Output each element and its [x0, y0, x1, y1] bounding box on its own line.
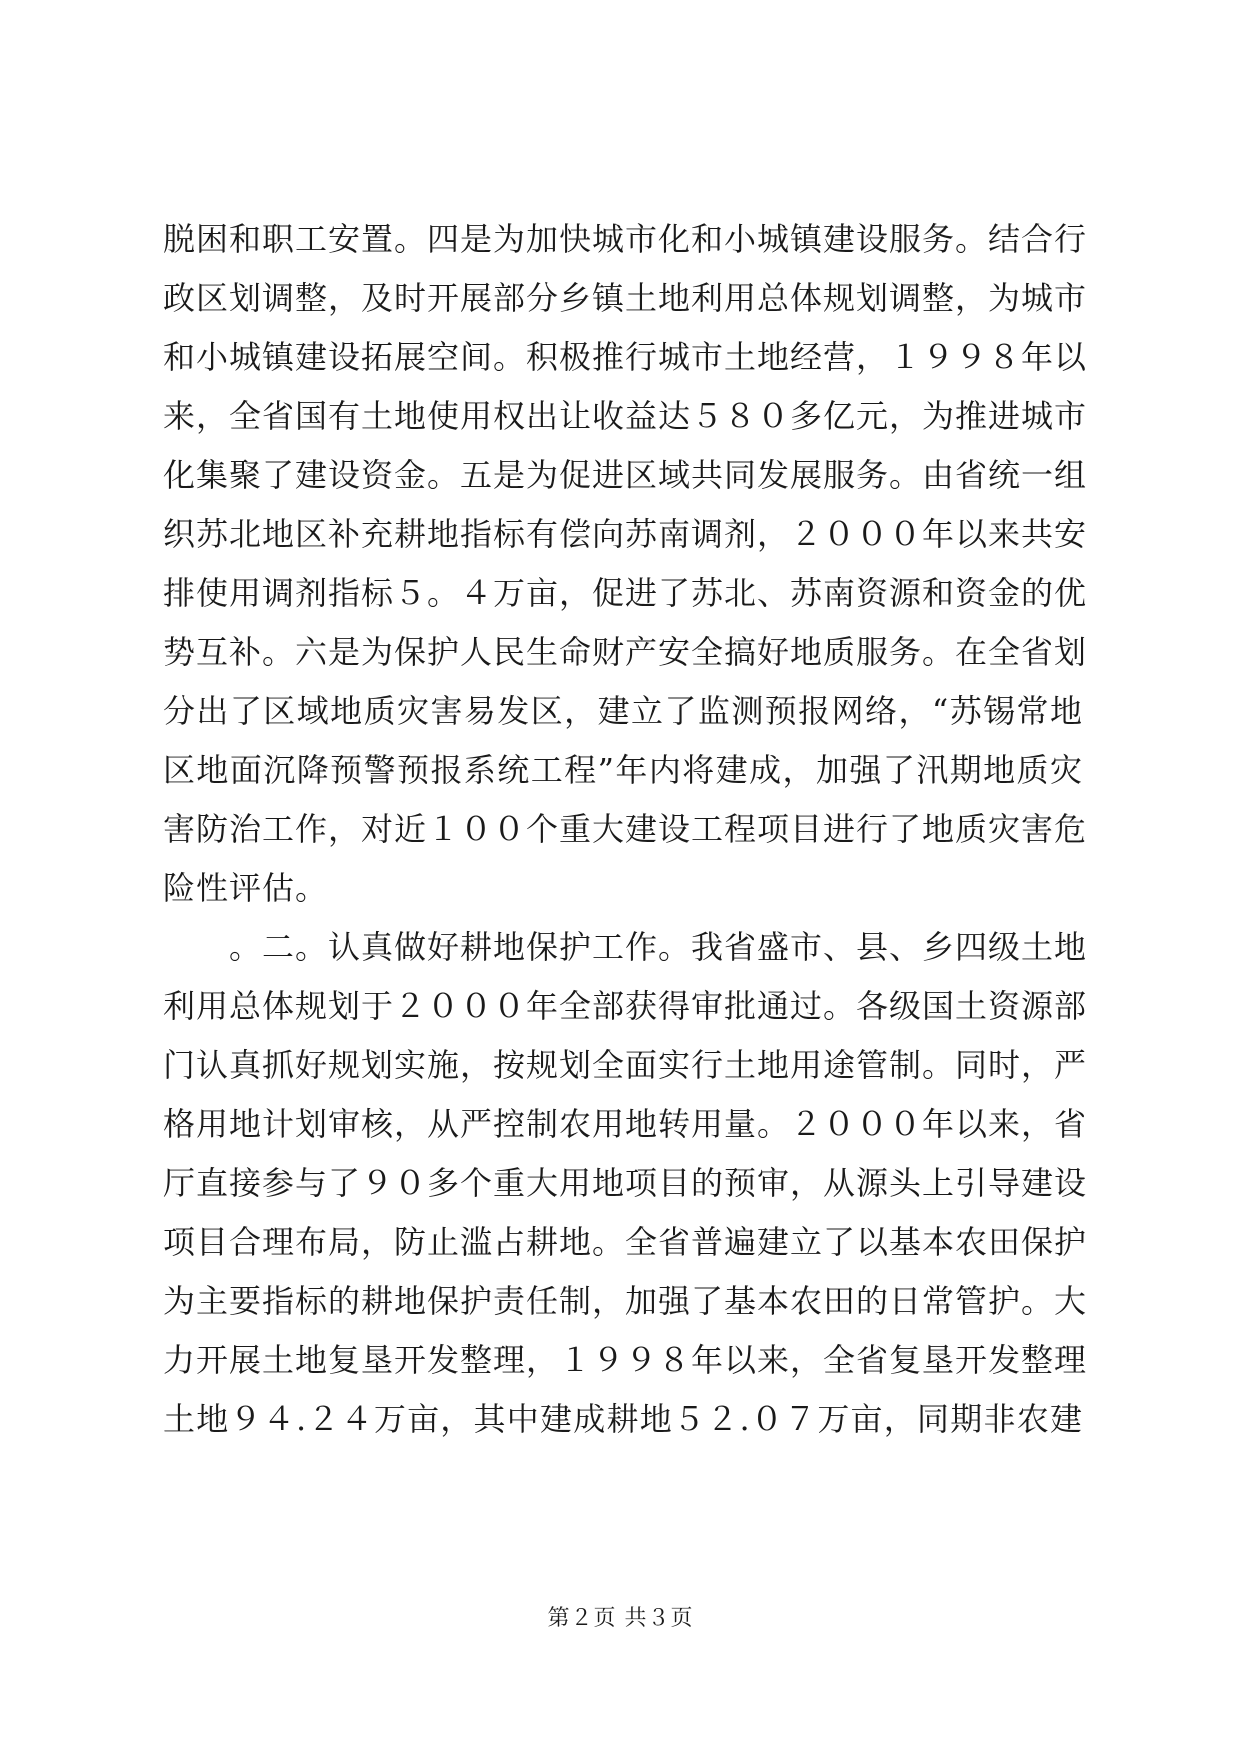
text-line: 化集聚了建设资金。五是为促进区域共同发展服务。由省统一组: [163, 456, 1088, 494]
text-line: 格用地计划审核，从严控制农用地转用量。２０００年以来，省: [163, 1105, 1088, 1143]
text-line: 利用总体规划于２０００年全部获得审批通过。各级国土资源部: [163, 987, 1088, 1025]
text-line: 脱困和职工安置。四是为加快城市化和小城镇建设服务。结合行: [163, 220, 1088, 258]
text-line: 来，全省国有土地使用权出让收益达５８０多亿元，为推进城市: [163, 397, 1088, 435]
text-line: 为主要指标的耕地保护责任制，加强了基本农田的日常管护。大: [163, 1282, 1088, 1320]
text-line: 害防治工作，对近１００个重大建设工程项目进行了地质灾害危: [163, 810, 1088, 848]
text-line: 厅直接参与了９０多个重大用地项目的预审，从源头上引导建设: [163, 1164, 1088, 1202]
text-line: 土地９４.２４万亩，其中建成耕地５２.０７万亩，同期非农建: [163, 1400, 1083, 1438]
text-line: 分出了区域地质灾害易发区，建立了监测预报网络，“苏锡常地: [163, 692, 1083, 730]
text-line: 政区划调整，及时开展部分乡镇土地利用总体规划调整，为城市: [163, 279, 1088, 317]
text-line: 力开展土地复垦开发整理，１９９８年以来，全省复垦开发整理: [163, 1341, 1088, 1379]
text-line: 门认真抓好规划实施，按规划全面实行土地用途管制。同时，严: [163, 1046, 1088, 1084]
text-line: 项目合理布局，防止滥占耕地。全省普遍建立了以基本农田保护: [163, 1223, 1088, 1261]
text-line: 区地面沉降预警预报系统工程”年内将建成，加强了汛期地质灾: [163, 751, 1083, 789]
text-line: 排使用调剂指标５。４万亩，促进了苏北、苏南资源和资金的优: [163, 574, 1088, 612]
page-number-footer: 第２页 共３页: [547, 1606, 694, 1631]
text-line: 和小城镇建设拓展空间。积极推行城市土地经营，１９９８年以: [163, 338, 1088, 376]
text-line: 织苏北地区补充耕地指标有偿向苏南调剂，２０００年以来共安: [163, 515, 1088, 553]
text-line: 势互补。六是为保护人民生命财产安全搞好地质服务。在全省划: [163, 633, 1088, 671]
text-line: 。二。认真做好耕地保护工作。我省盛市、县、乡四级土地: [163, 928, 1088, 966]
text-line: 险性评估。: [163, 869, 329, 907]
